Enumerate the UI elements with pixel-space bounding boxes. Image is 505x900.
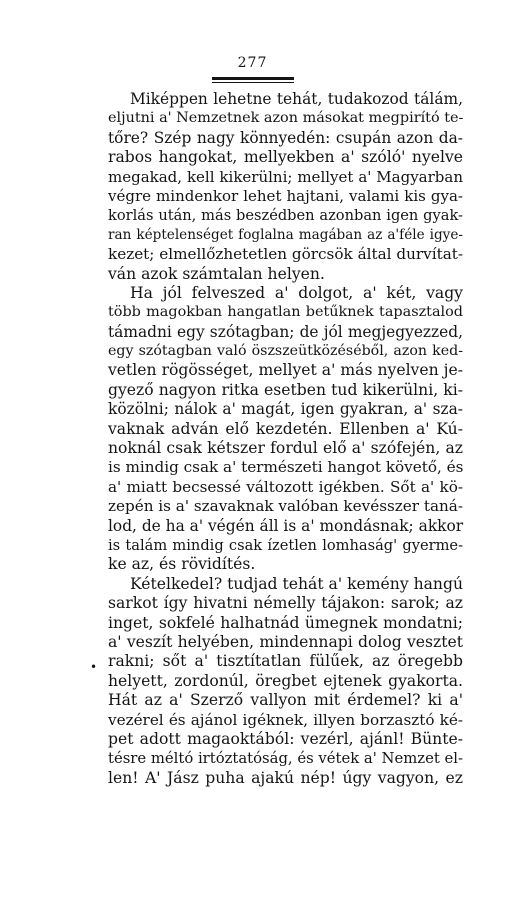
text-line: vezérel és ajánol igéknek, illyen borzasztó ké- — [108, 710, 463, 729]
page-number: 277 — [237, 55, 268, 71]
text-line: vetlen rögösséget, mellyet a' más nyelven je- — [108, 361, 463, 380]
text-line: Hát az a' Szerző vallyon mit érdemel? ki a' — [108, 691, 463, 710]
text-line: kezet; elmellőzhetetlen görcsök által durvítat- — [108, 245, 463, 264]
text-line: gyező nagyon ritka esetben tud kikerülni, ki- — [108, 380, 463, 399]
text-line: több magokban hangatlan betűknek tapasztalod — [108, 304, 463, 321]
text-line: Ha jól felveszed a' dolgot, a' két, vagy — [130, 283, 463, 302]
text-line: rabos hangokat, mellyekben a' szóló' nyelve — [108, 148, 463, 167]
text-line: lod, de ha a' végén áll is a' mondásnak; akkor — [108, 516, 464, 535]
header-rule — [212, 77, 294, 83]
text-line: megakad, kell kikerülni; mellyet a' Magyarban — [108, 167, 463, 186]
text-line: ván azok számtalan helyen. — [108, 264, 325, 283]
body-text — [108, 90, 463, 788]
text-line: is talám mindig csak ízetlen lomhaság' gyerme- — [108, 536, 463, 554]
text-line: közölni; nálok a' magát, igen gyakran, a' sza- — [108, 400, 463, 419]
text-line: rakni; sőt a' tisztítatlan fülűek, az öregebb — [108, 652, 463, 671]
text-line: Kételkedel? tudjad tehát a' kemény hangú — [130, 574, 464, 593]
text-line: vaknak adván elő kezdetén. Ellenben a' Kú- — [108, 419, 463, 438]
text-line: ke az, és rövidítés. — [108, 555, 256, 574]
text-line: a' miatt becsessé változott igékben. Sőt a' kö- — [108, 477, 463, 496]
text-line: egy szótagban való öszszeütközéséből, azon ked- — [108, 343, 463, 360]
header-rule-thick — [212, 77, 294, 80]
margin-mark: • — [90, 660, 98, 674]
text-line: len! A' Jász puha ajakú nép! úgy vagyon, ez — [108, 768, 463, 787]
text-line: korlás után, más beszédben azonban igen gyak- — [108, 207, 463, 225]
text-line: Miképpen lehetne tehát, tudakozod tálám, — [130, 90, 463, 108]
text-line: ran képtelenséget foglalna magában az a'féle igye- — [108, 226, 463, 243]
text-line: zepén is a' szavaknak valóban kevésszer taná- — [108, 497, 463, 516]
text-line: tőre? Szép nagy könnyedén: csupán azon da- — [108, 128, 463, 147]
text-line: a' veszít helyében, mindennapi dolog vesztet — [108, 632, 463, 651]
text-line: támadni egy szótagban; de jól megjegyezzed, — [108, 322, 463, 341]
header-rule-thin — [212, 82, 294, 83]
text-line: noknál csak kétszer fordul elő a' szófején, az — [108, 439, 463, 458]
text-line: eljutni a' Nemzetnek azon másokat megpirító te- — [108, 110, 464, 127]
text-line: inget, sokfelé halhatnád ümegnek mondatni; — [108, 613, 463, 632]
text-line: helyett, zordonúl, öregbet ejtenek gyakorta. — [108, 671, 463, 690]
text-line: sarkot így hivatni némelly tájakon: sarok; az — [108, 594, 463, 613]
text-line: is mindig csak a' természeti hangot követő, és — [108, 458, 464, 477]
text-line: tésre méltó irtóztatóság, és vétek a' Nemzet el- — [108, 750, 463, 768]
text-line: pet adott magaoktából: vezérl, ajánl! Bünte- — [108, 729, 463, 748]
text-line: végre mindenkor lehet hajtani, valami kis gya- — [108, 186, 463, 205]
